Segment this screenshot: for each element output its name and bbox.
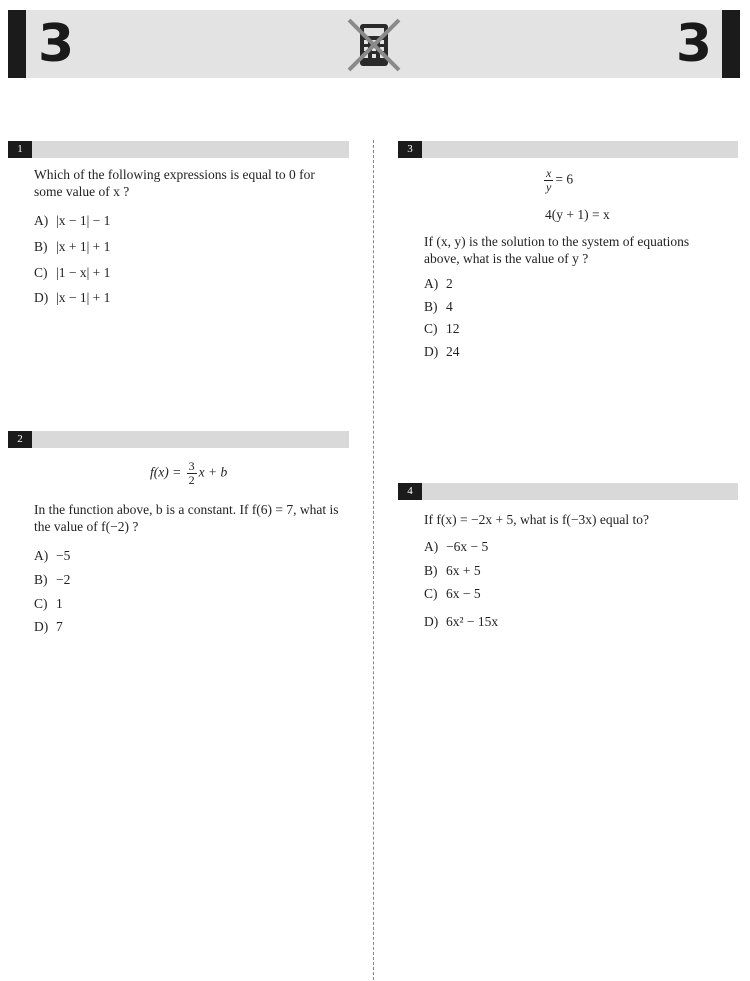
question-3-bar — [398, 141, 738, 158]
option-label: C) — [424, 586, 438, 601]
option-label: D) — [424, 344, 439, 359]
question-3-option-b[interactable] — [424, 298, 453, 315]
fraction-numerator: 3 — [188, 459, 195, 473]
question-1-number: 1 — [8, 141, 32, 158]
fraction-denominator: y — [546, 180, 552, 194]
option-label: D) — [424, 614, 439, 629]
option-text: 6x² − 15x — [446, 614, 499, 629]
question-1-option-a[interactable] — [34, 212, 110, 229]
column-divider — [373, 140, 374, 980]
question-2-option-a[interactable] — [34, 547, 70, 564]
question-2-equation — [150, 460, 227, 487]
equation-fraction — [187, 460, 197, 487]
question-1-bar — [8, 141, 349, 158]
option-label: C) — [34, 265, 48, 280]
option-text: |x + 1| + 1 — [56, 239, 111, 254]
question-4-option-d[interactable] — [424, 613, 498, 630]
question-2-option-d[interactable] — [34, 618, 63, 635]
option-label: A) — [34, 548, 49, 563]
question-4-option-c[interactable] — [424, 585, 481, 602]
option-label: D) — [34, 619, 49, 634]
option-label: A) — [34, 213, 49, 228]
option-text: 7 — [56, 619, 63, 634]
question-1-stem: Which of the following expressions is equal to 0 for some value of x ? — [34, 167, 315, 199]
question-2-option-c[interactable] — [34, 595, 63, 612]
section-header — [8, 10, 740, 78]
option-text: 6x + 5 — [446, 563, 481, 578]
option-label: B) — [34, 572, 48, 587]
option-label: A) — [424, 276, 439, 291]
header-bar-left — [8, 10, 26, 78]
equation-rhs: = 6 — [555, 171, 574, 187]
question-4-option-a[interactable] — [424, 538, 488, 555]
question-1-option-b[interactable] — [34, 238, 110, 255]
no-calculator-icon — [343, 16, 405, 74]
option-text: 1 — [56, 596, 63, 611]
option-text: −5 — [56, 548, 71, 563]
fraction-numerator: x — [546, 166, 552, 180]
option-label: B) — [424, 299, 438, 314]
option-label: C) — [34, 596, 48, 611]
option-text: 6x − 5 — [446, 586, 481, 601]
equation-rhs: x + b — [198, 464, 228, 480]
option-text: 24 — [446, 344, 460, 359]
option-label: A) — [424, 539, 439, 554]
question-2-option-b[interactable] — [34, 571, 70, 588]
section-number-left: 3 — [38, 14, 75, 74]
question-2-number: 2 — [8, 431, 32, 448]
question-1-option-d[interactable] — [34, 289, 110, 306]
option-label: C) — [424, 321, 438, 336]
question-4-option-b[interactable] — [424, 562, 481, 579]
question-3-equation-2: 4(y + 1) = x — [545, 207, 610, 222]
question-1-option-c[interactable] — [34, 264, 110, 281]
question-2-stem: In the function above, b is a constant. If f(6) = 7, what is the value of f(−2) ? — [34, 502, 339, 534]
option-text: |1 − x| + 1 — [56, 265, 111, 280]
option-text: |x − 1| + 1 — [56, 290, 111, 305]
question-3-equation-1 — [542, 167, 573, 194]
question-3-option-a[interactable] — [424, 275, 453, 292]
question-3-option-c[interactable] — [424, 320, 460, 337]
question-3-number: 3 — [398, 141, 422, 158]
option-label: B) — [424, 563, 438, 578]
question-4-bar — [398, 483, 738, 500]
header-bar-right — [722, 10, 740, 78]
option-text: 2 — [446, 276, 453, 291]
question-3-option-d[interactable] — [424, 343, 460, 360]
section-number-right: 3 — [675, 14, 712, 74]
question-4-number: 4 — [398, 483, 422, 500]
option-text: −2 — [56, 572, 71, 587]
equation-fraction — [544, 167, 553, 194]
option-label: B) — [34, 239, 48, 254]
question-3-stem: If (x, y) is the solution to the system of equations above, what is the value of y ? — [424, 234, 690, 266]
option-text: 12 — [446, 321, 460, 336]
question-2-bar — [8, 431, 349, 448]
fraction-denominator: 2 — [188, 473, 195, 487]
equation-lhs: f(x) = — [150, 464, 185, 480]
option-label: D) — [34, 290, 49, 305]
option-text: 4 — [446, 299, 453, 314]
question-4-stem: If f(x) = −2x + 5, what is f(−3x) equal to? — [424, 512, 650, 527]
option-text: |x − 1| − 1 — [56, 213, 111, 228]
option-text: −6x − 5 — [446, 539, 489, 554]
